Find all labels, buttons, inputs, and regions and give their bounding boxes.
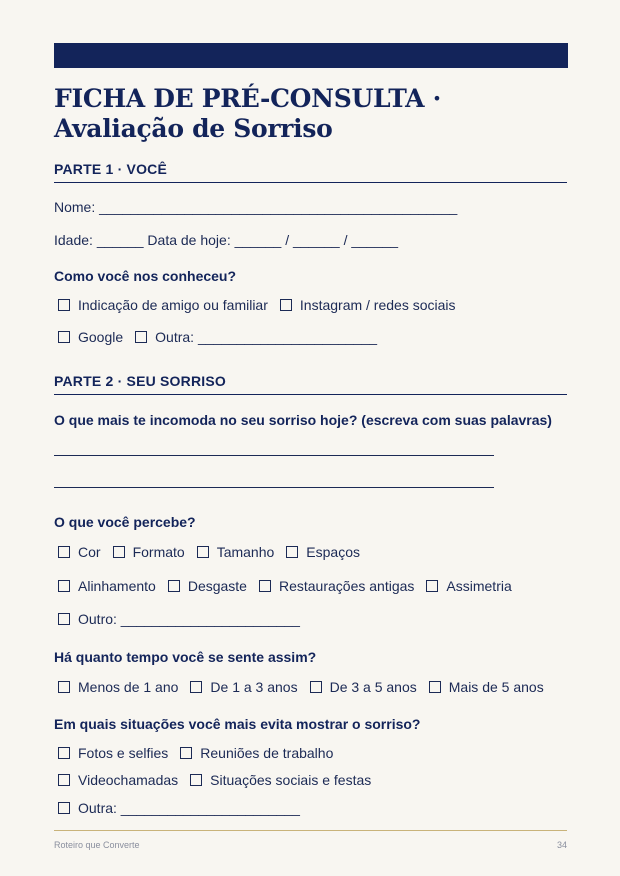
checkbox[interactable] [58, 331, 70, 343]
option-label: Menos de 1 ano [78, 679, 179, 695]
checkbox[interactable] [58, 747, 70, 759]
option-label: De 1 a 3 anos [210, 679, 298, 695]
option-label: Outra: _______________________ [78, 800, 300, 816]
option-work-meetings[interactable] [180, 745, 333, 761]
option-photos-selfies[interactable] [58, 745, 168, 761]
option-label: Alinhamento [78, 578, 156, 594]
question-bother: O que mais te incomoda no seu sorriso hoje? (escreva com suas palavras) [54, 412, 552, 428]
option-old-restorations[interactable] [259, 578, 414, 594]
option-label: Assimetria [446, 578, 512, 594]
checkbox[interactable] [310, 681, 322, 693]
option-more-5-years[interactable] [429, 679, 544, 695]
option-3-5-years[interactable] [310, 679, 417, 695]
how-met-row-1 [58, 297, 468, 313]
option-alignment[interactable] [58, 578, 156, 594]
option-label: Outro: _______________________ [78, 611, 300, 627]
option-google[interactable] [58, 329, 123, 345]
option-shape[interactable] [113, 544, 185, 560]
option-label: Cor [78, 544, 101, 560]
notice-row-3 [58, 611, 312, 627]
checkbox[interactable] [58, 580, 70, 592]
checkbox[interactable] [190, 774, 202, 786]
option-label: De 3 a 5 anos [329, 679, 417, 695]
option-label: Desgaste [187, 578, 247, 594]
section-heading-part1: PARTE 1 · VOCÊ [54, 161, 567, 183]
option-label: Tamanho [216, 544, 275, 560]
option-gaps[interactable] [286, 544, 360, 560]
option-label: Espaços [306, 544, 360, 560]
option-social-events[interactable] [190, 772, 371, 788]
checkbox[interactable] [280, 299, 292, 311]
option-label: Restaurações antigas [278, 578, 415, 594]
notice-row-2 [58, 578, 524, 594]
how-met-row-2 [58, 329, 389, 345]
question-notice: O que você percebe? [54, 514, 196, 530]
option-less-1-year[interactable] [58, 679, 178, 695]
checkbox[interactable] [429, 681, 441, 693]
option-label: Reuniões de trabalho [200, 745, 334, 761]
notice-row-1 [58, 544, 372, 560]
top-banner [54, 43, 568, 68]
option-label: Instagram / redes sociais [299, 297, 456, 313]
age-date-field[interactable]: Idade: ______ Data de hoje: ______ / ______ / ______ [54, 232, 399, 248]
footer-divider [54, 830, 567, 831]
name-field[interactable]: Nome: ______________________________________________ [54, 199, 458, 215]
avoid-row-3 [58, 800, 312, 816]
footer-brand: Roteiro que Converte [54, 840, 140, 850]
question-avoid: Em quais situações você mais evita mostrar o sorriso? [54, 716, 421, 732]
checkbox[interactable] [58, 774, 70, 786]
checkbox[interactable] [168, 580, 180, 592]
option-other-notice[interactable] [58, 611, 300, 627]
checkbox[interactable] [190, 681, 202, 693]
option-friend-referral[interactable] [58, 297, 268, 313]
option-label: Mais de 5 anos [448, 679, 544, 695]
option-color[interactable] [58, 544, 101, 560]
option-label: Indicação de amigo ou familiar [78, 297, 268, 313]
page-title: FICHA DE PRÉ-CONSULTA · Avaliação de Sorriso [54, 84, 442, 143]
section-heading-part2: PARTE 2 · SEU SORRISO [54, 373, 567, 395]
option-wear[interactable] [168, 578, 247, 594]
option-label: Formato [132, 544, 185, 560]
checkbox[interactable] [180, 747, 192, 759]
option-instagram[interactable] [280, 297, 456, 313]
checkbox[interactable] [58, 802, 70, 814]
answer-line-1[interactable] [54, 455, 494, 456]
option-other-source[interactable] [135, 329, 377, 345]
checkbox[interactable] [58, 681, 70, 693]
question-how-long: Há quanto tempo você se sente assim? [54, 649, 317, 665]
option-1-3-years[interactable] [190, 679, 297, 695]
option-asymmetry[interactable] [426, 578, 511, 594]
option-label: Outra: _______________________ [155, 329, 378, 345]
checkbox[interactable] [259, 580, 271, 592]
answer-line-2[interactable] [54, 487, 494, 488]
option-size[interactable] [197, 544, 275, 560]
option-video-calls[interactable] [58, 772, 178, 788]
page-number: 34 [556, 840, 567, 850]
checkbox[interactable] [58, 546, 70, 558]
checkbox[interactable] [135, 331, 147, 343]
option-label: Google [78, 329, 124, 345]
question-how-met: Como você nos conheceu? [54, 268, 237, 284]
checkbox[interactable] [58, 299, 70, 311]
checkbox[interactable] [58, 613, 70, 625]
checkbox[interactable] [197, 546, 209, 558]
option-label: Fotos e selfies [78, 745, 169, 761]
how-long-row [58, 679, 556, 695]
checkbox[interactable] [426, 580, 438, 592]
option-label: Videochamadas [78, 772, 179, 788]
option-other-situation[interactable] [58, 800, 300, 816]
option-label: Situações sociais e festas [210, 772, 372, 788]
avoid-row-2 [58, 772, 383, 788]
checkbox[interactable] [113, 546, 125, 558]
checkbox[interactable] [286, 546, 298, 558]
avoid-row-1 [58, 745, 345, 761]
